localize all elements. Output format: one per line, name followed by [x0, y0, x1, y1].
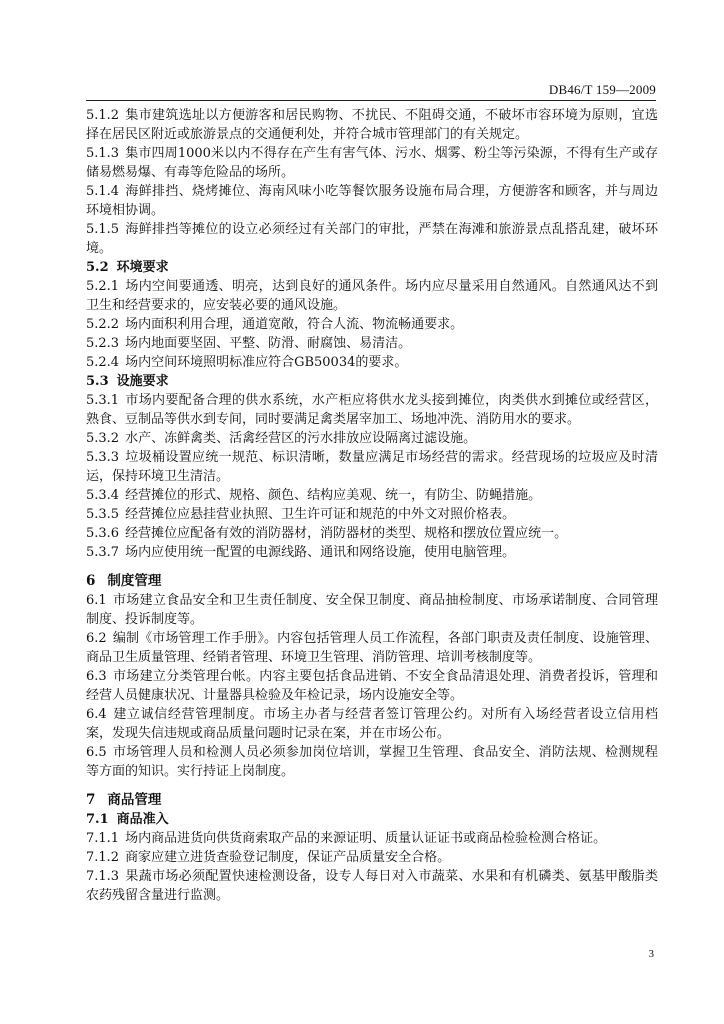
clause-number: 6 — [86, 573, 96, 589]
clause-text: 建立诚信经营管理制度。市场主办者与经营者签订管理公约。对所有入场经营者设立信用档案，发现失信违规或商品质量问题时记录在案，并在市场公布。 — [86, 707, 658, 741]
header-rule — [86, 100, 656, 101]
clause-number: 5.3.1 — [86, 393, 120, 408]
chapter-heading — [86, 572, 658, 591]
clause-number: 5.3.3 — [86, 450, 120, 465]
page-number: 3 — [648, 948, 654, 960]
clause-text: 海鲜排挡等摊位的设立必须经过有关部门的审批，严禁在海滩和旅游景点乱搭乱建，破坏环境。 — [86, 222, 658, 256]
clause-number: 5.3.4 — [86, 488, 120, 503]
clause-text: 场内空间要通透、明亮，达到良好的通风条件。场内应尽量采用自然通风。自然通风达不到卫生和经营要求的，应安装必要的通风设施。 — [86, 279, 658, 313]
clause-number: 5.2.2 — [86, 317, 120, 332]
clause-text: 商家应建立进货查验登记制度，保证产品质量安全合格。 — [125, 850, 451, 865]
clause-text: 场内空间环境照明标准应符合GB50034的要求。 — [125, 355, 408, 370]
section-heading — [86, 258, 658, 277]
clause-paragraph — [86, 505, 658, 524]
clause-paragraph — [86, 667, 658, 705]
clause-paragraph — [86, 106, 658, 144]
clause-paragraph — [86, 524, 658, 543]
clause-paragraph — [86, 334, 658, 353]
clause-number: 5.1.2 — [86, 108, 120, 123]
clause-paragraph — [86, 705, 658, 743]
clause-paragraph — [86, 829, 658, 848]
clause-text: 市场建立食品安全和卫生责任制度、安全保卫制度、商品抽检制度、市场承诺制度、合同管理制度、投诉制度等。 — [86, 593, 658, 627]
clause-paragraph — [86, 848, 658, 867]
clause-number: 5.2 — [86, 260, 109, 275]
clause-text: 场内商品进货向供货商索取产品的来源证明、质量认证证书或商品检验检测合格证。 — [125, 831, 607, 846]
clause-paragraph — [86, 353, 658, 372]
clause-paragraph — [86, 486, 658, 505]
clause-paragraph — [86, 743, 658, 781]
clause-number: 5.1.3 — [86, 146, 120, 161]
clause-text: 场内面积利用合理，通道宽敞，符合人流、物流畅通要求。 — [125, 317, 464, 332]
clause-text: 果蔬市场必须配置快速检测设备，设专人每日对入市蔬菜、水果和有机磷类、氨基甲酸脂类农药残留含量进行监测。 — [86, 869, 658, 903]
clause-number: 5.2.4 — [86, 355, 120, 370]
document-body — [86, 106, 658, 905]
clause-number: 5.1.4 — [86, 184, 120, 199]
clause-text: 海鲜排挡、烧烤摊位、海南风味小吃等餐饮服务设施布局合理，方便游客和顾客，并与周边环境相协调。 — [86, 184, 658, 218]
clause-number: 6.1 — [86, 593, 107, 608]
section-heading — [86, 810, 658, 829]
clause-text: 环境要求 — [116, 260, 169, 275]
clause-text: 市场管理人员和检测人员必须参加岗位培训，掌握卫生管理、食品安全、消防法规、检测规程等方面的知识。实行持证上岗制度。 — [86, 745, 658, 779]
clause-number: 7.1.2 — [86, 850, 120, 865]
clause-number: 6.2 — [86, 631, 107, 646]
clause-paragraph — [86, 543, 658, 562]
clause-text: 经营摊位应悬挂营业执照、卫生许可证和规范的中外文对照价格表。 — [125, 507, 516, 522]
clause-paragraph — [86, 429, 658, 448]
clause-text: 场内地面要坚固、平整、防滑、耐腐蚀、易清洁。 — [125, 336, 412, 351]
clause-paragraph — [86, 391, 658, 429]
clause-text: 经营摊位的形式、规格、颜色、结构应美观、统一，有防尘、防蝇措施。 — [125, 488, 542, 503]
clause-text: 商品管理 — [107, 792, 162, 808]
clause-text: 市场建立分类管理台帐。内容主要包括食品进销、不安全食品清退处理、消费者投诉，管理和经营人员健康状况、计量器具检验及年检记录，场内设施安全等。 — [86, 669, 658, 703]
clause-number: 5.3.6 — [86, 526, 120, 541]
clause-text: 设施要求 — [116, 374, 169, 389]
clause-number: 5.3.7 — [86, 545, 120, 560]
clause-paragraph — [86, 448, 658, 486]
clause-paragraph — [86, 867, 658, 905]
section-heading — [86, 372, 658, 391]
clause-number: 5.2.3 — [86, 336, 120, 351]
chapter-heading — [86, 791, 658, 810]
clause-number: 5.3.5 — [86, 507, 120, 522]
clause-number: 7.1 — [86, 812, 109, 827]
clause-text: 垃圾桶设置应统一规范、标识清晰，数量应满足市场经营的需求。经营现场的垃圾应及时清运，保持环境卫生清洁。 — [86, 450, 658, 484]
clause-text: 场内应使用统一配置的电源线路、通讯和网络设施，使用电脑管理。 — [125, 545, 516, 560]
clause-number: 5.2.1 — [86, 279, 120, 294]
clause-text: 商品准入 — [116, 812, 169, 827]
clause-text: 水产、冻鲜禽类、活禽经营区的污水排放应设隔离过滤设施。 — [125, 431, 477, 446]
clause-number: 5.1.5 — [86, 222, 120, 237]
clause-paragraph — [86, 591, 658, 629]
clause-text: 经营摊位应配备有效的消防器材，消防器材的类型、规格和摆放位置应统一。 — [125, 526, 568, 541]
document-code: DB46/T 159—2009 — [548, 82, 656, 97]
clause-number: 6.3 — [86, 669, 107, 684]
clause-paragraph — [86, 182, 658, 220]
clause-text: 制度管理 — [107, 573, 162, 589]
clause-text: 集市建筑选址以方便游客和居民购物、不扰民、不阻碍交通，不破坏市容环境为原则，宜选择在居民区附近或旅游景点的交通便利处，并符合城市管理部门的有关规定。 — [86, 108, 658, 142]
clause-paragraph — [86, 629, 658, 667]
clause-text: 集市四周1000米以内不得存在产生有害气体、污水、烟雾、粉尘等污染源，不得有生产或存储易燃易爆、有毒等危险品的场所。 — [86, 146, 658, 180]
clause-paragraph — [86, 220, 658, 258]
clause-text: 编制《市场管理工作手册》。内容包括管理人员工作流程，各部门职责及责任制度、设施管理、商品卫生质量管理、经销者管理、环境卫生管理、消防管理、培训考核制度等。 — [86, 631, 658, 665]
clause-paragraph — [86, 315, 658, 334]
clause-paragraph — [86, 144, 658, 182]
clause-paragraph — [86, 277, 658, 315]
clause-number: 7 — [86, 792, 96, 808]
clause-number: 6.5 — [86, 745, 107, 760]
clause-text: 市场内要配备合理的供水系统，水产柜应将供水龙头接到摊位，肉类供水到摊位或经营区，熟食、豆制品等供水到专间，同时要满足禽类屠宰加工、场地冲洗、消防用水的要求。 — [86, 393, 658, 427]
clause-number: 6.4 — [86, 707, 107, 722]
clause-number: 5.3 — [86, 374, 109, 389]
clause-number: 7.1.1 — [86, 831, 120, 846]
clause-number: 5.3.2 — [86, 431, 120, 446]
clause-number: 7.1.3 — [86, 869, 120, 884]
